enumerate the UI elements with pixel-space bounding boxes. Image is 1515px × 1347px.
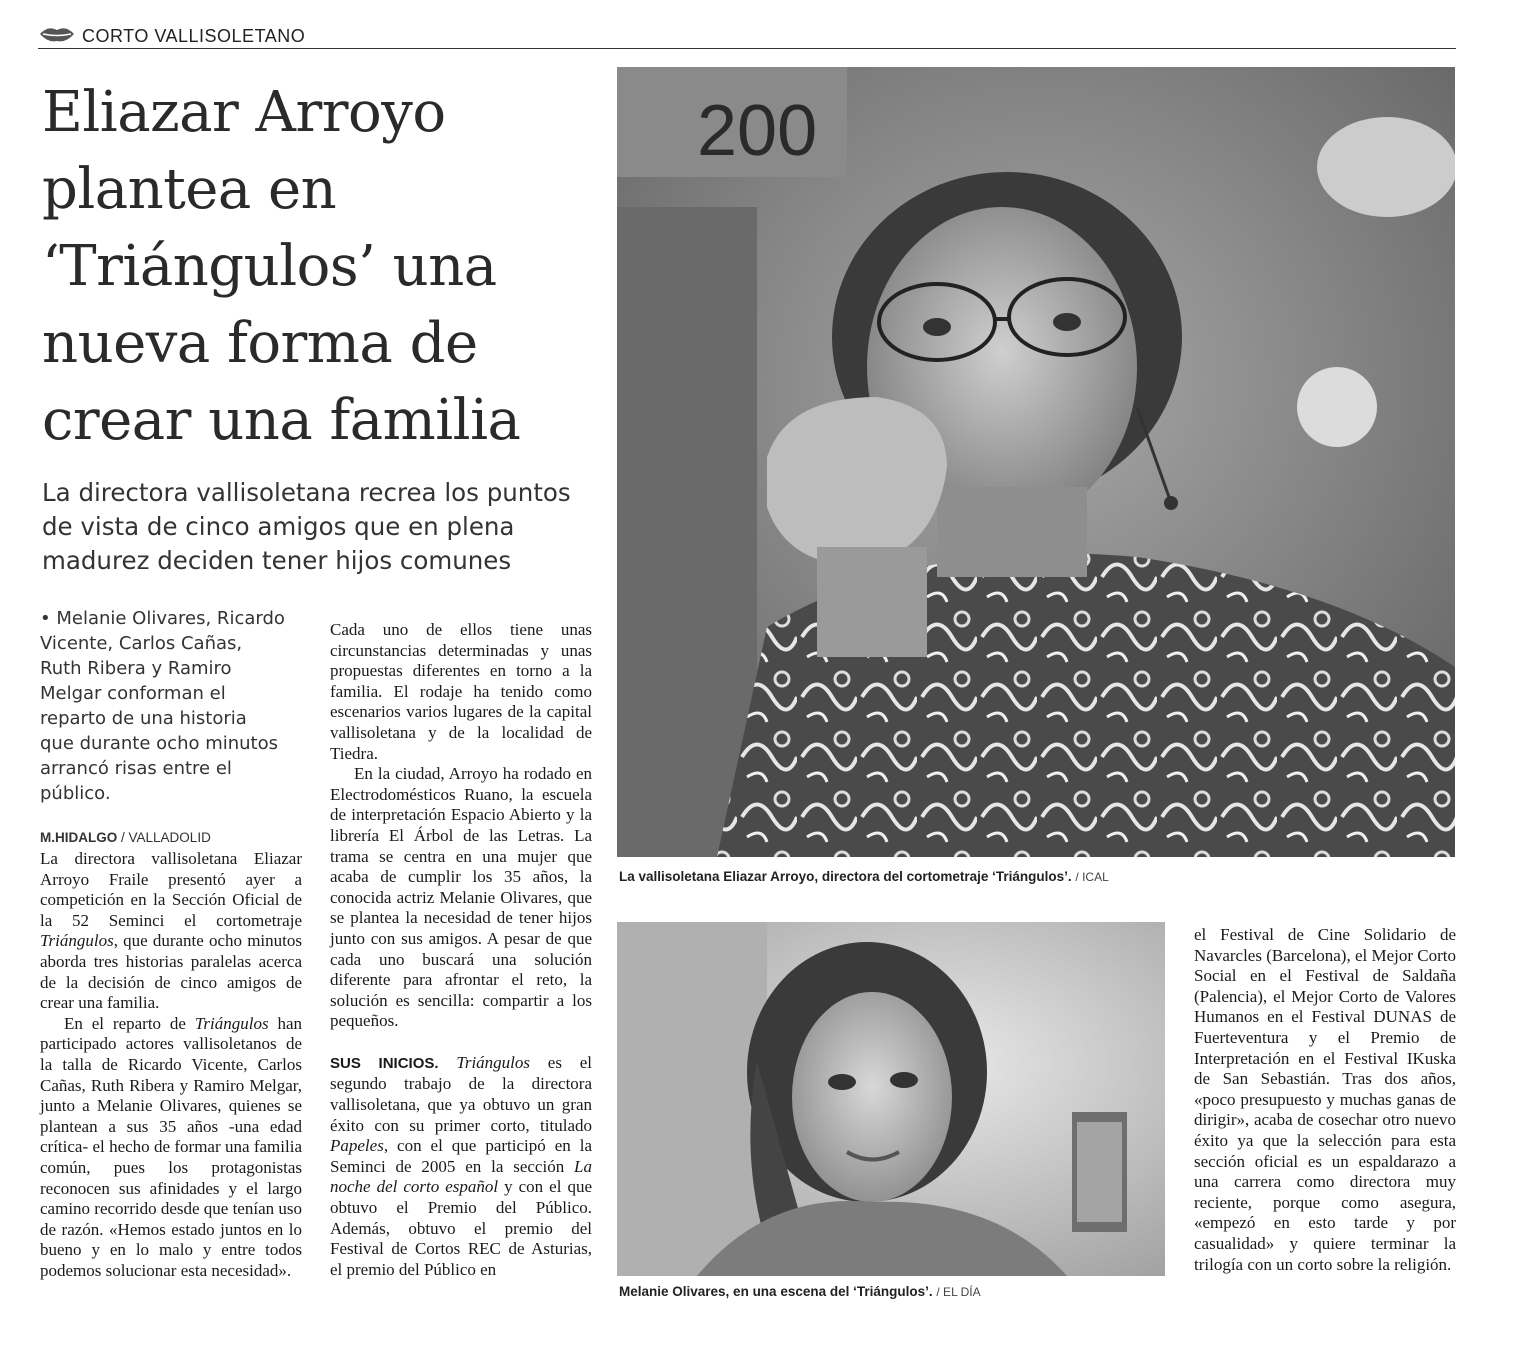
subhead-line: de vista de cinco amigos que en plena xyxy=(42,512,515,541)
section-header xyxy=(38,22,1456,49)
headline-line: ‘Triángulos’ una xyxy=(42,234,497,299)
lips-icon xyxy=(38,24,76,44)
sign-number: 200 xyxy=(697,91,818,171)
headline-line: Eliazar Arroyo xyxy=(42,80,446,145)
headline-line: nueva forma de xyxy=(42,311,478,376)
subheadline xyxy=(42,476,582,578)
body-paragraph: En la ciudad, Arroyo ha rodado en Electrodomésticos Ruano, la escuela de interpretación Espacio Abierto y la librería El Árbol de las Letras. La trama se centra en una mujer que acaba de cumplir los 35 años, la conocida actriz Melanie Olivares, que se plantea la necesidad de tener hijos junto con sus amigos. A pesar de que cada uno buscará una solución diferente para afrontar el reto, la solución es sencilla: compartir a los pequeños. xyxy=(330,764,592,1031)
photo-credit: / ICAL xyxy=(1075,870,1109,884)
body-paragraph: Cada uno de ellos tiene unas circunstancias determinadas y unas propuestas diferentes en torno a la familia. El rodaje ha tenido como escenarios varios lugares de la capital vallisoletana y de la localidad de Tiedra. xyxy=(330,620,592,763)
byline-place: VALLADOLID xyxy=(128,830,211,845)
subhead-line: La directora vallisoletana recrea los puntos xyxy=(42,478,571,507)
byline-separator: / xyxy=(121,830,129,845)
byline xyxy=(40,830,290,845)
lead-summary: • Melanie Olivares, Ricardo Vicente, Carlos Cañas, Ruth Ribera y Ramiro Melgar conforman el reparto de una historia que durante ocho minutos arrancó risas entre el público. xyxy=(40,608,285,804)
photo-actress-caption xyxy=(619,1284,1179,1299)
photo-director-image xyxy=(617,67,1455,857)
caption-text: La vallisoletana Eliazar Arroyo, directora del cortometraje ‘Triángulos’. xyxy=(619,869,1072,884)
caption-text: Melanie Olivares, en una escena del ‘Triángulos’. xyxy=(619,1284,933,1299)
section-label: CORTO VALLISOLETANO xyxy=(82,26,306,46)
headline xyxy=(42,74,602,459)
body-paragraph: En el reparto de Triángulos han participado actores vallisoletanos de la talla de Ricardo Vicente, Carlos Cañas, Ruth Ribera y Ramiro Melgar, junto a Melanie Olivares, quienes se plantean a sus 35 años -una edad crítica- el hecho de formar una familia común, pues los protagonistas reconocen sus afinidades y el largo camino recorrido desde que tenían uso de razón. «Hemos estado juntos en lo bueno y en lo malo y entre todos podemos solucionar esta necesidad». xyxy=(40,1013,303,1280)
photo-credit: / EL DÍA xyxy=(936,1285,981,1299)
headline-line: crear una familia xyxy=(42,388,521,453)
subhead-line: madurez deciden tener hijos comunes xyxy=(42,546,512,575)
body-column-1 xyxy=(40,849,302,1281)
photo-actress-image xyxy=(617,922,1165,1276)
byline-author: M.HIDALGO xyxy=(40,830,118,845)
body-column-2 xyxy=(330,620,592,1280)
headline-line: plantea en xyxy=(42,157,337,222)
body-paragraph: La directora vallisoletana Eliazar Arroyo Fraile presentó ayer a competición en la Sección Oficial de la 52 Seminci el cortometraje Triángulos, que durante ocho minutos aborda tres historias paralelas acerca de la decisión de cinco amigos de crear una familia. xyxy=(40,849,302,1013)
section-subhead: SUS INICIOS. xyxy=(330,1054,439,1072)
body-paragraph: el Festival de Cine Solidario de Navarcles (Barcelona), el Mejor Corto Social en el Festival de Saldaña (Palencia), el Mejor Corto de Valores Humanos en el Festival DUNAS de Fuerteventura y el Premio de Interpretación en el Festival IKuska de San Sebastián. Tras dos años, «poco presupuesto y muchas ganas de dirigir», acaba de cosechar otro nuevo éxito ya que la selección para esta sección oficial es un espaldarazo a una carrera como directora muy reciente, porque como asegura, «empezó en esto tarde y por casualidad» y quiere terminar la trilogía con un corto sobre la religión. xyxy=(1194,925,1456,1274)
body-paragraph: SUS INICIOS. Triángulos es el segundo trabajo de la directora vallisoletana, que ya obtuvo un gran éxito con su primer corto, titulado Papeles, con el que participó en la Seminci de 2005 en la sección La noche del corto español y con el que obtuvo el Premio del Público. Además, obtuvo el premio del Festival de Cortos REC de Asturias, el premio del Público en xyxy=(330,1052,592,1279)
photo-director xyxy=(617,67,1455,857)
photo-actress xyxy=(617,922,1165,1276)
body-column-3 xyxy=(1194,925,1456,1275)
photo-director-caption xyxy=(619,869,1439,884)
